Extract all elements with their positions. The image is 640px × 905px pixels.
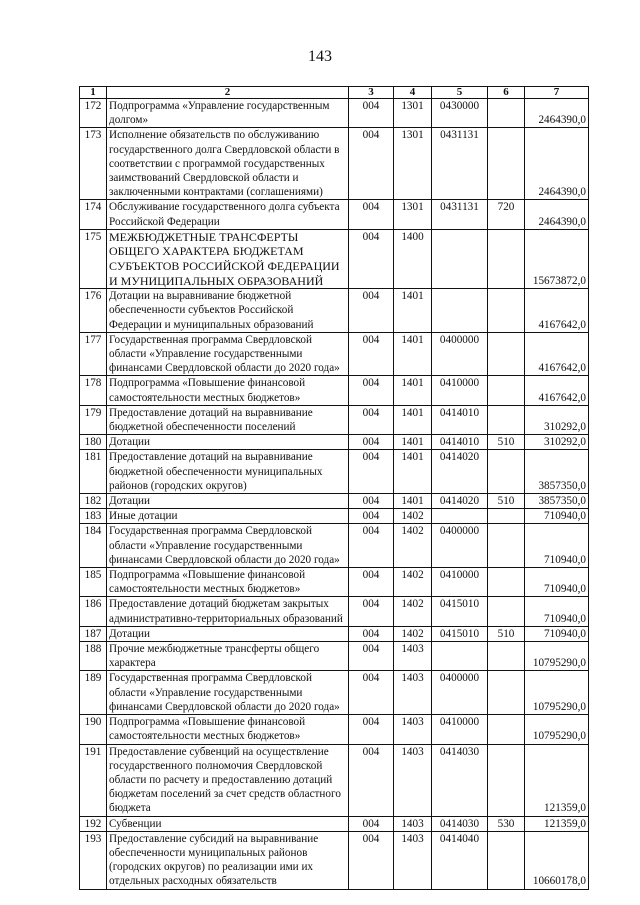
row-amount: 3857350,0 xyxy=(525,494,589,509)
table-row xyxy=(80,332,589,376)
row-amount: 10795290,0 xyxy=(525,671,589,715)
row-code-3: 004 xyxy=(349,597,394,626)
table-row xyxy=(80,405,589,434)
row-code-6 xyxy=(488,671,525,715)
row-name: МЕЖБЮДЖЕТНЫЕ ТРАНСФЕРТЫ ОБЩЕГО ХАРАКТЕРА БЮДЖЕТАМ СУБЪЕКТОВ РОССИЙСКОЙ ФЕДЕРАЦИИ И МУНИЦИПАЛЬНЫХ ОБРАЗОВАНИЙ xyxy=(107,229,349,288)
table-row xyxy=(80,229,589,288)
row-name: Дотации xyxy=(107,626,349,641)
row-name: Исполнение обязательств по обслуживанию государственного долга Свердловской области в соответствии с программой государственных заимствований Свердловской области и заключенными контрактами (соглашениями) xyxy=(107,128,349,200)
row-code-6 xyxy=(488,128,525,200)
row-name: Дотации на выравнивание бюджетной обеспеченности субъектов Российской Федерации и муниципальных образований xyxy=(107,289,349,333)
row-code-3: 004 xyxy=(349,332,394,376)
row-code-3: 004 xyxy=(349,626,394,641)
row-code-4: 1401 xyxy=(394,376,432,405)
row-amount: 2464390,0 xyxy=(525,200,589,229)
row-code-5: 0415010 xyxy=(432,597,488,626)
row-amount: 4167642,0 xyxy=(525,289,589,333)
row-code-3: 004 xyxy=(349,568,394,597)
row-code-3: 004 xyxy=(349,376,394,405)
row-amount: 10795290,0 xyxy=(525,642,589,671)
row-code-6 xyxy=(488,568,525,597)
table-row xyxy=(80,494,589,509)
row-number: 178 xyxy=(80,376,107,405)
row-number: 186 xyxy=(80,597,107,626)
row-number: 177 xyxy=(80,332,107,376)
row-amount: 310292,0 xyxy=(525,405,589,434)
row-number: 179 xyxy=(80,405,107,434)
row-code-5: 0414040 xyxy=(432,831,488,889)
row-code-3: 004 xyxy=(349,99,394,128)
row-code-5: 0400000 xyxy=(432,524,488,568)
row-code-5: 0431131 xyxy=(432,128,488,200)
row-code-6: 510 xyxy=(488,435,525,450)
row-code-3: 004 xyxy=(349,816,394,831)
table-row xyxy=(80,816,589,831)
row-code-4: 1403 xyxy=(394,816,432,831)
row-code-3: 004 xyxy=(349,494,394,509)
row-code-6 xyxy=(488,831,525,889)
row-code-6 xyxy=(488,99,525,128)
row-code-4: 1301 xyxy=(394,200,432,229)
row-code-5: 0400000 xyxy=(432,332,488,376)
row-amount: 4167642,0 xyxy=(525,332,589,376)
row-amount: 10795290,0 xyxy=(525,715,589,744)
row-code-6 xyxy=(488,289,525,333)
row-code-5: 0430000 xyxy=(432,99,488,128)
row-code-3: 004 xyxy=(349,128,394,200)
row-number: 188 xyxy=(80,642,107,671)
row-code-4: 1402 xyxy=(394,509,432,524)
page-number: 143 xyxy=(308,48,332,65)
row-code-4: 1400 xyxy=(394,229,432,288)
row-code-4: 1402 xyxy=(394,626,432,641)
row-code-4: 1402 xyxy=(394,597,432,626)
row-amount: 121359,0 xyxy=(525,816,589,831)
row-code-6 xyxy=(488,229,525,288)
row-code-4: 1401 xyxy=(394,405,432,434)
row-code-5 xyxy=(432,229,488,288)
row-code-4: 1401 xyxy=(394,332,432,376)
row-number: 172 xyxy=(80,99,107,128)
row-number: 192 xyxy=(80,816,107,831)
row-number: 181 xyxy=(80,450,107,494)
row-name: Подпрограмма «Повышение финансовой самостоятельности местных бюджетов» xyxy=(107,715,349,744)
row-code-5 xyxy=(432,289,488,333)
row-code-3: 004 xyxy=(349,744,394,816)
row-amount: 710940,0 xyxy=(525,597,589,626)
row-number: 182 xyxy=(80,494,107,509)
row-code-5 xyxy=(432,509,488,524)
row-amount: 10660178,0 xyxy=(525,831,589,889)
row-name: Прочие межбюджетные трансферты общего характера xyxy=(107,642,349,671)
row-code-3: 004 xyxy=(349,642,394,671)
column-header: 4 xyxy=(394,87,432,99)
row-name: Иные дотации xyxy=(107,509,349,524)
column-header: 7 xyxy=(525,87,589,99)
row-code-4: 1402 xyxy=(394,568,432,597)
row-name: Подпрограмма «Повышение финансовой самостоятельности местных бюджетов» xyxy=(107,568,349,597)
row-code-5: 0414030 xyxy=(432,744,488,816)
row-number: 187 xyxy=(80,626,107,641)
row-name: Субвенции xyxy=(107,816,349,831)
row-amount: 3857350,0 xyxy=(525,450,589,494)
row-code-3: 004 xyxy=(349,200,394,229)
row-code-4: 1301 xyxy=(394,128,432,200)
row-number: 176 xyxy=(80,289,107,333)
row-code-3: 004 xyxy=(349,671,394,715)
row-name: Дотации xyxy=(107,435,349,450)
table-row xyxy=(80,642,589,671)
row-amount: 4167642,0 xyxy=(525,376,589,405)
row-code-5 xyxy=(432,642,488,671)
row-name: Предоставление субсидий на выравнивание обеспеченности муниципальных районов (городских округов) по реализации ими их отдельных расходных обязательств xyxy=(107,831,349,889)
row-code-6 xyxy=(488,405,525,434)
row-code-6: 720 xyxy=(488,200,525,229)
table-row xyxy=(80,450,589,494)
row-code-3: 004 xyxy=(349,524,394,568)
row-amount: 710940,0 xyxy=(525,626,589,641)
row-name: Предоставление дотаций на выравнивание бюджетной обеспеченности муниципальных районов (городских округов) xyxy=(107,450,349,494)
table-row xyxy=(80,128,589,200)
row-amount: 2464390,0 xyxy=(525,99,589,128)
column-header: 6 xyxy=(488,87,525,99)
row-code-3: 004 xyxy=(349,831,394,889)
row-code-3: 004 xyxy=(349,509,394,524)
row-code-4: 1403 xyxy=(394,831,432,889)
row-amount: 310292,0 xyxy=(525,435,589,450)
row-code-5: 0431131 xyxy=(432,200,488,229)
table-row xyxy=(80,744,589,816)
row-code-3: 004 xyxy=(349,229,394,288)
row-code-4: 1401 xyxy=(394,450,432,494)
row-code-5: 0414010 xyxy=(432,405,488,434)
row-amount: 710940,0 xyxy=(525,568,589,597)
row-code-6 xyxy=(488,642,525,671)
row-number: 191 xyxy=(80,744,107,816)
row-name: Предоставление дотаций бюджетам закрытых административно-территориальных образований xyxy=(107,597,349,626)
column-header: 1 xyxy=(80,87,107,99)
row-code-3: 004 xyxy=(349,715,394,744)
row-number: 183 xyxy=(80,509,107,524)
table-row xyxy=(80,715,589,744)
row-code-6: 530 xyxy=(488,816,525,831)
row-code-3: 004 xyxy=(349,435,394,450)
row-code-6 xyxy=(488,509,525,524)
row-name: Предоставление субвенций на осуществление государственного полномочия Свердловской области по расчету и предоставлению дотаций бюджетам поселений за счет средств областного бюджета xyxy=(107,744,349,816)
row-code-4: 1301 xyxy=(394,99,432,128)
table-row xyxy=(80,597,589,626)
row-number: 173 xyxy=(80,128,107,200)
row-code-4: 1403 xyxy=(394,744,432,816)
table-row xyxy=(80,831,589,889)
row-code-5: 0410000 xyxy=(432,568,488,597)
table-row xyxy=(80,289,589,333)
row-code-6 xyxy=(488,450,525,494)
row-number: 175 xyxy=(80,229,107,288)
row-code-6 xyxy=(488,332,525,376)
budget-table xyxy=(79,86,589,890)
row-code-3: 004 xyxy=(349,289,394,333)
row-amount: 710940,0 xyxy=(525,524,589,568)
row-code-6 xyxy=(488,715,525,744)
table-row xyxy=(80,568,589,597)
row-number: 190 xyxy=(80,715,107,744)
table-row xyxy=(80,99,589,128)
row-code-6 xyxy=(488,597,525,626)
row-amount: 2464390,0 xyxy=(525,128,589,200)
row-amount: 121359,0 xyxy=(525,744,589,816)
table-row xyxy=(80,524,589,568)
row-code-5: 0414020 xyxy=(432,494,488,509)
row-amount: 15673872,0 xyxy=(525,229,589,288)
row-code-5: 0415010 xyxy=(432,626,488,641)
table-row xyxy=(80,376,589,405)
row-amount: 710940,0 xyxy=(525,509,589,524)
row-code-5: 0400000 xyxy=(432,671,488,715)
row-name: Предоставление дотаций на выравнивание бюджетной обеспеченности поселений xyxy=(107,405,349,434)
row-number: 184 xyxy=(80,524,107,568)
row-code-5: 0414020 xyxy=(432,450,488,494)
table-row xyxy=(80,626,589,641)
row-code-4: 1402 xyxy=(394,524,432,568)
table-row xyxy=(80,671,589,715)
table-row xyxy=(80,200,589,229)
row-number: 189 xyxy=(80,671,107,715)
row-name: Государственная программа Свердловской области «Управление государственными финансами Свердловской области до 2020 года» xyxy=(107,332,349,376)
row-code-4: 1403 xyxy=(394,715,432,744)
row-code-4: 1403 xyxy=(394,671,432,715)
row-number: 185 xyxy=(80,568,107,597)
row-number: 180 xyxy=(80,435,107,450)
row-code-4: 1401 xyxy=(394,289,432,333)
row-number: 193 xyxy=(80,831,107,889)
column-header: 5 xyxy=(432,87,488,99)
row-code-6 xyxy=(488,524,525,568)
row-code-4: 1403 xyxy=(394,642,432,671)
row-code-4: 1401 xyxy=(394,435,432,450)
row-code-5: 0414010 xyxy=(432,435,488,450)
row-name: Обслуживание государственного долга субъекта Российской Федерации xyxy=(107,200,349,229)
row-name: Государственная программа Свердловской области «Управление государственными финансами Свердловской области до 2020 года» xyxy=(107,524,349,568)
row-code-4: 1401 xyxy=(394,494,432,509)
row-name: Подпрограмма «Повышение финансовой самостоятельности местных бюджетов» xyxy=(107,376,349,405)
row-name: Подпрограмма «Управление государственным долгом» xyxy=(107,99,349,128)
row-code-6 xyxy=(488,744,525,816)
table-header-row xyxy=(80,87,589,99)
column-header: 2 xyxy=(107,87,349,99)
row-code-6 xyxy=(488,376,525,405)
table-row xyxy=(80,435,589,450)
row-name: Государственная программа Свердловской области «Управление государственными финансами Свердловской области до 2020 года» xyxy=(107,671,349,715)
row-code-5: 0410000 xyxy=(432,715,488,744)
row-code-5: 0414030 xyxy=(432,816,488,831)
table-row xyxy=(80,509,589,524)
row-code-3: 004 xyxy=(349,450,394,494)
row-number: 174 xyxy=(80,200,107,229)
column-header: 3 xyxy=(349,87,394,99)
row-name: Дотации xyxy=(107,494,349,509)
row-code-6: 510 xyxy=(488,626,525,641)
row-code-5: 0410000 xyxy=(432,376,488,405)
row-code-6: 510 xyxy=(488,494,525,509)
row-code-3: 004 xyxy=(349,405,394,434)
